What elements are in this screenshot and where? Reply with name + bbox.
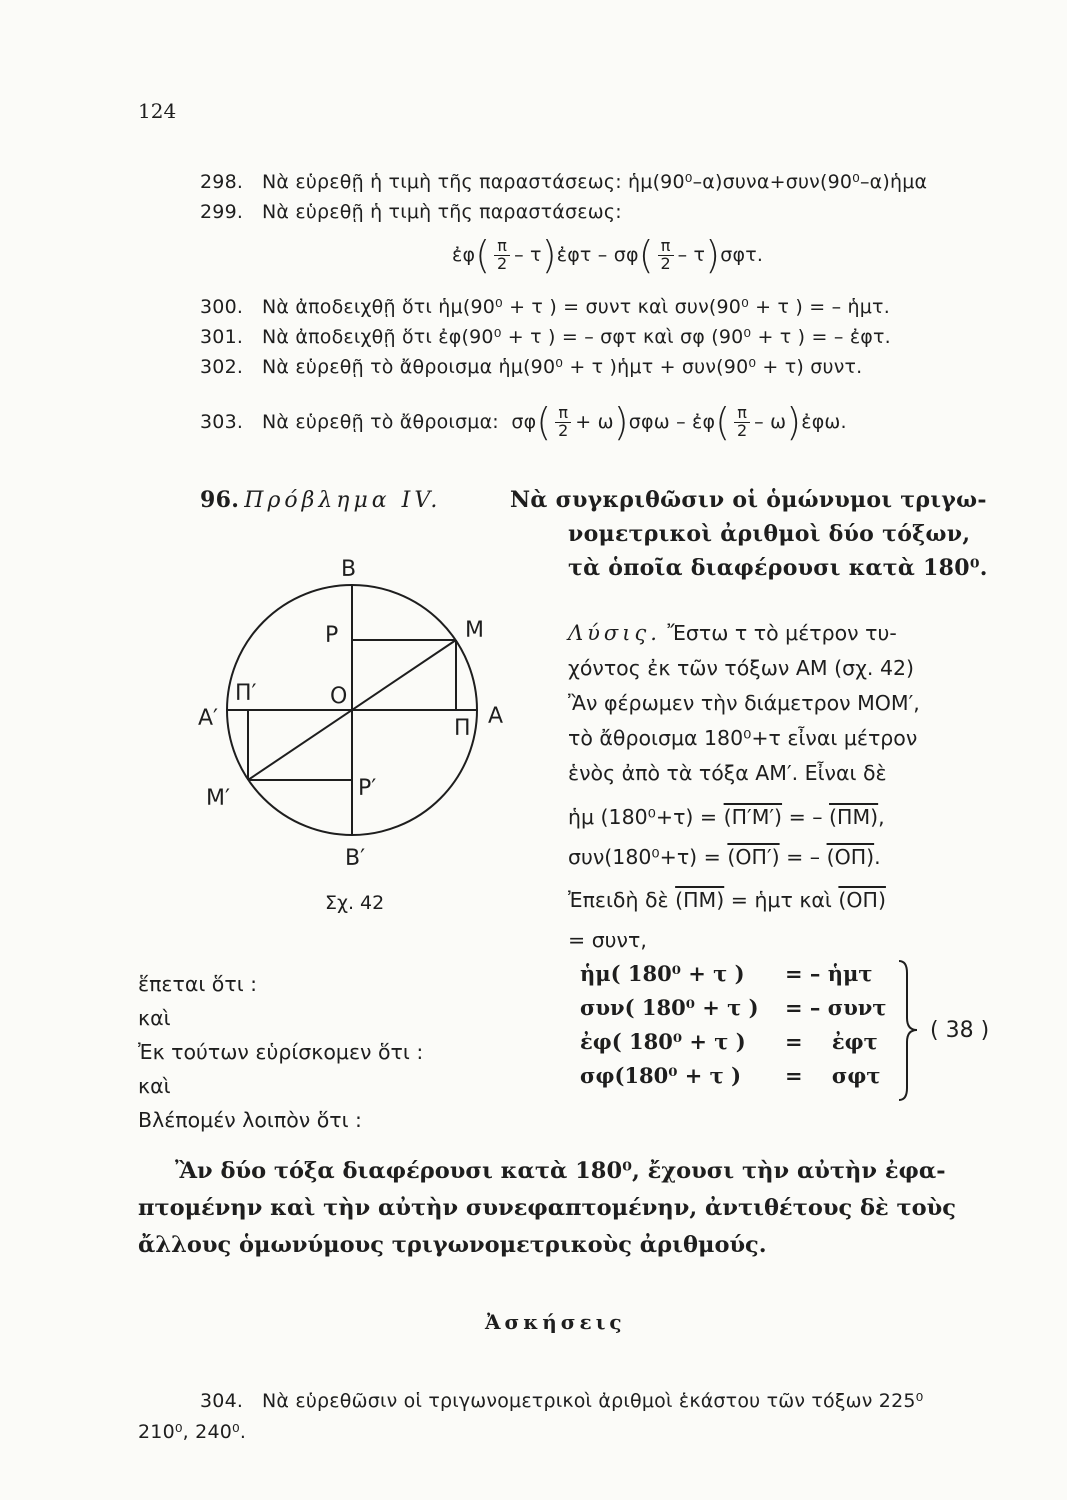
- exercise-text: Νὰ εὑρεθῇ ἡ τιμὴ τῆς παραστάσεως: ἡμ(90⁰–α)συνα+συν(90⁰–α)ἡμα: [262, 171, 928, 193]
- problem-title-line-2: νομετρικοὶ ἀριθμοὶ δύο τόξων,: [568, 521, 971, 547]
- problem-title-line-1: Νὰ συγκριθῶσιν οἱ ὁμώνυμοι τριγω-: [510, 487, 987, 513]
- solution-line-7: συν(180⁰+τ) = (ΟΠ′) = – (ΟΠ).: [568, 845, 881, 869]
- label-M-prime: Μ′: [206, 786, 230, 811]
- label-B-prime: Β′: [345, 846, 366, 871]
- rule-line-1: Ἂν δύο τόξα διαφέρουσι κατὰ 180⁰, ἔχουσι τὴν αὐτὴν ἐφα-: [175, 1158, 946, 1184]
- exercise-302: 302. Νὰ εὑρεθῇ τὸ ἄθροισμα ἡμ(90⁰ + τ )ἡμτ + συν(90⁰ + τ) συντ.: [200, 356, 863, 378]
- result-cot: σφ(180⁰ + τ ) = σφτ: [580, 1063, 881, 1088]
- result-cos: συν( 180⁰ + τ ) = – συντ: [580, 995, 887, 1020]
- solution-line-1: Λύσις. Ἔστω τ τὸ μέτρον τυ-: [568, 621, 897, 645]
- fraction-pi-over-2: $\frac{\pi}{2}$: [555, 405, 571, 440]
- label-A-prime: Α′: [198, 706, 219, 731]
- label-M: Μ: [465, 618, 484, 643]
- result-tan: ἐφ( 180⁰ + τ ) = ἐφτ: [580, 1029, 878, 1054]
- problem-number: 96.: [200, 487, 240, 513]
- result-sin: ἡμ( 180⁰ + τ ) = – ἡμτ: [580, 961, 873, 986]
- exercise-299: [200, 201, 622, 223]
- fraction-pi-over-2: $\frac{\pi}{2}$: [658, 238, 674, 273]
- solution-line-8: Ἐπειδὴ δὲ (ΠΜ) = ἡμτ καὶ (ΟΠ): [568, 888, 886, 912]
- rule-line-2: πτομένην καὶ τὴν αὐτὴν συνεφαπτομένην, ἀντιθέτους δὲ τοὺς: [138, 1195, 956, 1221]
- solution-line-6: ἡμ (180⁰+τ) = (Π′Μ′) = – (ΠΜ),: [568, 805, 885, 829]
- exercise-text: Νὰ εὑρεθῇ ἡ τιμὴ τῆς παραστάσεως:: [262, 201, 622, 223]
- right-brace: [895, 958, 925, 1103]
- equation-number: ( 38 ): [930, 1018, 990, 1043]
- solution-line-9: = συντ,: [568, 928, 647, 952]
- label-A: Α: [488, 704, 504, 729]
- solution-line-4: τὸ ἄθροισμα 180⁰+τ εἶναι μέτρον: [568, 726, 918, 750]
- label-P-prime: Ρ′: [358, 776, 377, 801]
- exercise-301: 301. Νὰ ἀποδειχθῇ ὅτι ἐφ(90⁰ + τ ) = – σφτ καὶ σφ (90⁰ + τ ) = – ἐφτ.: [200, 326, 891, 348]
- exercise-304-line-1: 304. Νὰ εὑρεθῶσιν οἱ τριγωνομετρικοὶ ἀριθμοὶ ἑκάστου τῶν τόξων 225⁰: [200, 1390, 924, 1412]
- problem-heading: [200, 487, 441, 513]
- page-number: 124: [138, 99, 177, 123]
- exercises-heading: Ἀσκήσεις: [485, 1310, 626, 1334]
- exercise-303: 303. Νὰ εὑρεθῇ τὸ ἄθροισμα: σφ( $\frac{\pi}{2}$ + ω)σφω – ἐφ( $\frac{\pi}{2}$ – ω)ἐφω.: [200, 400, 847, 444]
- formula-299: ἐφ( $\frac{\pi}{2}$ – τ)ἐφτ – σφ( $\frac{\pi}{2}$ – τ)σφτ.: [452, 233, 764, 277]
- left-word-3: Ἐκ τούτων εὑρίσκομεν ὅτι :: [138, 1040, 424, 1064]
- figure-42-unit-circle: [190, 545, 530, 890]
- solution-line-5: ἑνὸς ἀπὸ τὰ τόξα ΑΜ′. Εἶναι δὲ: [568, 761, 887, 785]
- figure-caption: Σχ. 42: [325, 892, 385, 914]
- left-word-2: καὶ: [138, 1006, 171, 1030]
- solution-label: Λύσις.: [568, 621, 661, 645]
- rule-line-3: ἄλλους ὁμωνύμους τριγωνομετρικοὺς ἀριθμούς.: [138, 1232, 767, 1258]
- exercise-300: 300. Νὰ ἀποδειχθῇ ὅτι ἡμ(90⁰ + τ ) = συντ καὶ συν(90⁰ + τ ) = – ἡμτ.: [200, 296, 890, 318]
- label-Pi: Π: [454, 716, 471, 741]
- problem-label: Πρόβλημα IV.: [244, 488, 442, 513]
- fraction-pi-over-2: $\frac{\pi}{2}$: [734, 405, 750, 440]
- solution-line-2: χόντος ἐκ τῶν τόξων ΑΜ (σχ. 42): [568, 656, 915, 680]
- exercise-304-line-2: 210⁰, 240⁰.: [138, 1421, 247, 1443]
- fraction-pi-over-2: $\frac{\pi}{2}$: [494, 238, 510, 273]
- exercise-298: [200, 171, 927, 193]
- problem-title-line-3: τὰ ὁποῖα διαφέρουσι κατὰ 180⁰.: [568, 555, 988, 581]
- label-O: Ο: [330, 684, 348, 709]
- label-P: Ρ: [325, 623, 339, 648]
- left-word-5: Βλέπομέν λοιπὸν ὅτι :: [138, 1108, 362, 1132]
- exercise-number: 298.: [200, 171, 244, 193]
- left-word-4: καὶ: [138, 1074, 171, 1098]
- exercise-number: 299.: [200, 201, 244, 223]
- solution-line-3: Ἂν φέρωμεν τὴν διάμετρον ΜΟΜ′,: [568, 691, 920, 715]
- label-Pi-prime: Π′: [235, 681, 257, 706]
- left-word-1: ἕπεται ὅτι :: [138, 972, 258, 996]
- label-B: Β: [341, 557, 357, 582]
